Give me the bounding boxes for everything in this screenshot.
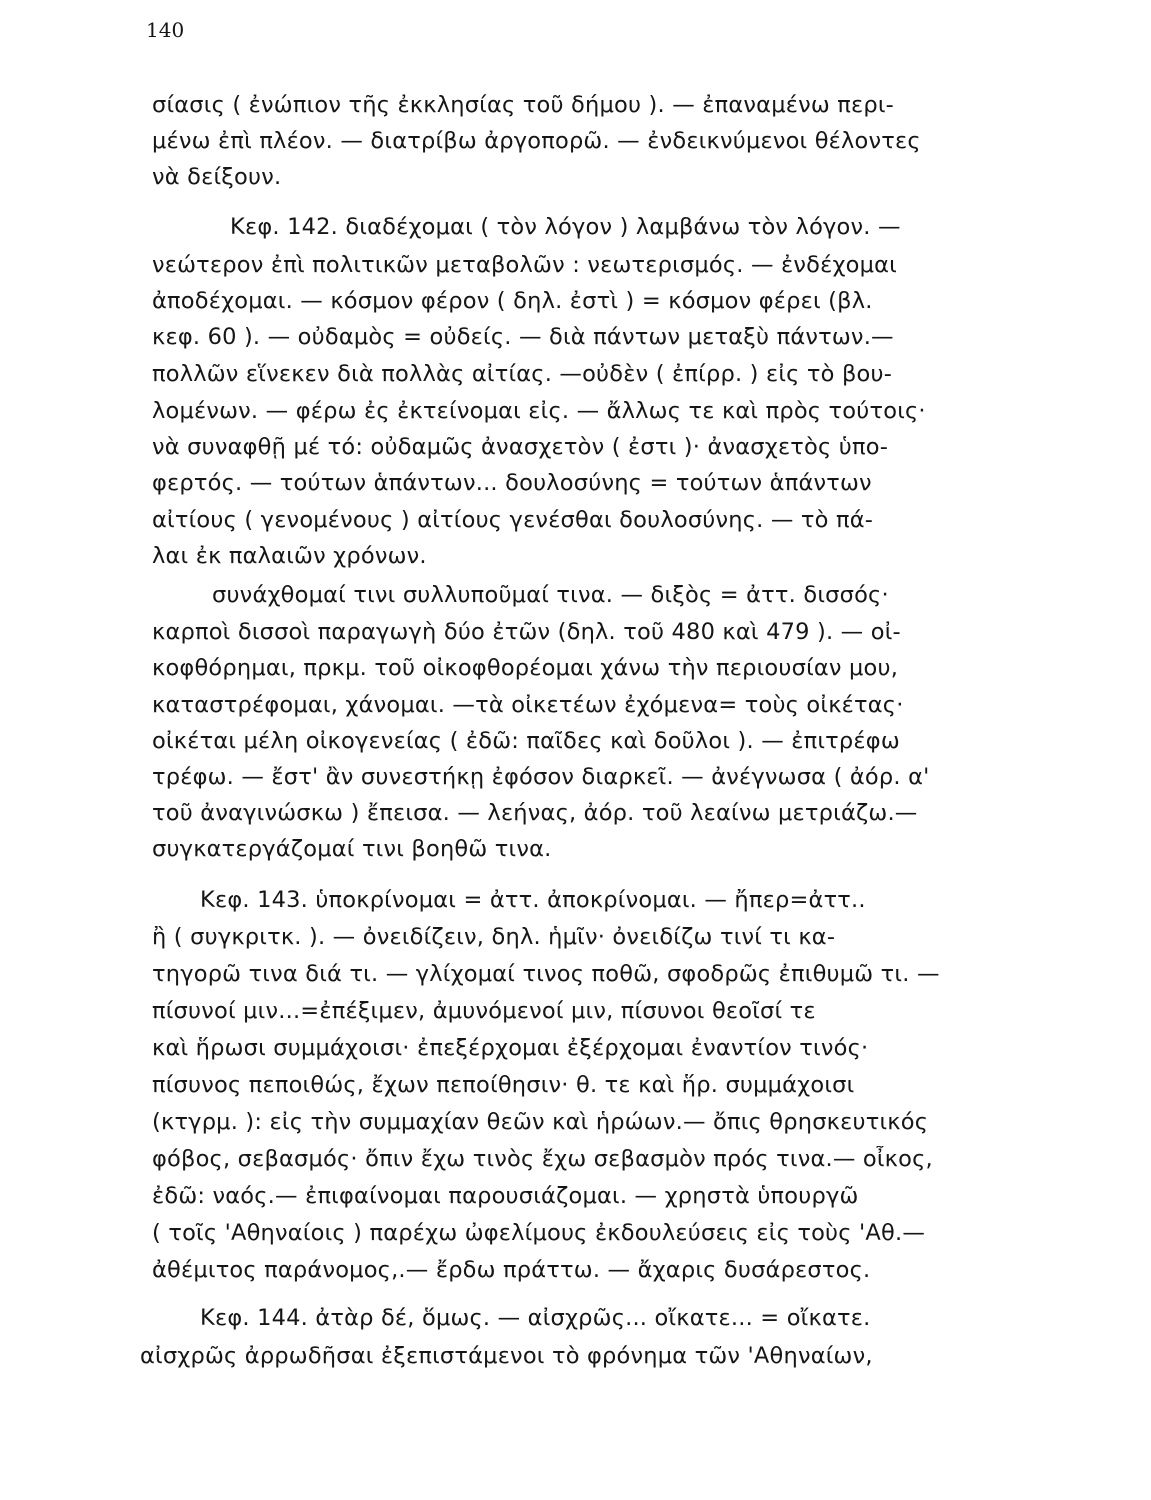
text-line: φερτός. — τούτων ἁπάντων... δουλοσύνης = τούτων ἁπάντων — [152, 470, 872, 496]
text-line: νὰ δείξουν. — [152, 164, 282, 190]
text-line: ἢ ( συγκριτκ. ). — ὀνειδίζειν, δηλ. ἡμῖν· ὀνειδίζω τινί τι κα- — [152, 924, 836, 950]
text-line: συγκατεργάζομαί τινι βοηθῶ τινα. — [152, 836, 552, 862]
text-line: καὶ ἥρωσι συμμάχοισι· ἐπεξέρχομαι ἐξέρχομαι ἐναντίον τινός· — [152, 1035, 869, 1061]
text-line: πολλῶν εἵνεκεν διὰ πολλὰς αἰτίας. —οὐδὲν ( ἐπίρρ. ) εἰς τὸ βου- — [152, 361, 893, 387]
text-line: κοφθόρημαι, πρκμ. τοῦ οἰκοφθορέομαι χάνω τὴν περιουσίαν μου, — [152, 655, 899, 681]
text-line: λομένων. — φέρω ἐς ἐκτείνομαι εἰς. — ἄλλως τε καὶ πρὸς τούτοις· — [152, 398, 926, 424]
text-line: νεώτερον ἐπὶ πολιτικῶν μεταβολῶν : νεωτερισμός. — ἐνδέχομαι — [152, 252, 897, 278]
text-line: καρποὶ δισσοὶ παραγωγὴ δύο ἐτῶν (δηλ. τοῦ 480 καὶ 479 ). — οἰ- — [152, 619, 901, 645]
text-line: τρέφω. — ἔστ' ἂν συνεστήκῃ ἐφόσον διαρκεῖ. — ἀνέγνωσα ( ἀόρ. α' — [152, 764, 930, 790]
text-line: μένω ἐπὶ πλέον. — διατρίβω ἀργοπορῶ. — ἐνδεικνύμενοι θέλοντες — [152, 128, 921, 154]
text-line: λαι ἐκ παλαιῶν χρόνων. — [152, 543, 427, 569]
text-line: τηγορῶ τινα διά τι. — γλίχομαί τινος ποθῶ, σφοδρῶς ἐπιθυμῶ τι. — — [152, 961, 940, 987]
text-line: φόβος, σεβασμός· ὄπιν ἔχω τινὸς ἔχω σεβασμὸν πρός τινα.— οἶκος, — [152, 1146, 933, 1172]
section-heading-142: Κεφ. 142. διαδέχομαι ( τὸν λόγον ) λαμβάνω τὸν λόγον. — — [230, 214, 901, 240]
text-line: σίασις ( ἐνώπιον τῆς ἐκκλησίας τοῦ δήμου ). — ἐπαναμένω περι- — [152, 92, 894, 118]
page-number: 140 — [146, 18, 185, 42]
section-heading-144: Κεφ. 144. ἀτὰρ δέ, ὅμως. — αἰσχρῶς... οἴκατε... = οἴκατε. — [200, 1305, 871, 1331]
text-line: ἀποδέχομαι. — κόσμον φέρον ( δηλ. ἐστὶ ) = κόσμον φέρει (βλ. — [152, 288, 873, 314]
text-line: συνάχθομαί τινι συλλυποῦμαί τινα. — διξὸς = ἀττ. δισσός· — [212, 582, 889, 608]
text-line: πίσυνοί μιν...=ἐπέξιμεν, ἀμυνόμενοί μιν, πίσυνοι θεοῖσί τε — [152, 998, 816, 1024]
text-line: ( τοῖς 'Αθηναίοις ) παρέχω ὠφελίμους ἐκδουλεύσεις εἰς τοὺς 'Αθ.— — [152, 1220, 926, 1246]
text-line: καταστρέφομαι, χάνομαι. —τὰ οἰκετέων ἐχόμενα= τοὺς οἰκέτας· — [152, 692, 904, 718]
text-line: νὰ συναφθῇ μέ τό: οὐδαμῶς ἀνασχετὸν ( ἐστι )· ἀνασχετὸς ὑπο- — [152, 434, 889, 460]
text-line: ἐδῶ: ναός.— ἐπιφαίνομαι παρουσιάζομαι. — χρηστὰ ὑπουργῶ — [152, 1183, 859, 1209]
text-line: τοῦ ἀναγινώσκω ) ἔπεισα. — λεήνας, ἀόρ. τοῦ λεαίνω μετριάζω.— — [152, 800, 918, 826]
text-line: (κτγρμ. ): εἰς τὴν συμμαχίαν θεῶν καὶ ἡρώων.— ὄπις θρησκευτικός — [152, 1109, 929, 1135]
section-heading-143: Κεφ. 143. ὑποκρίνομαι = ἀττ. ἀποκρίνομαι. — ἤπερ=ἀττ.. — [200, 887, 866, 913]
text-line: αἰσχρῶς ἀρρωδῆσαι ἐξεπιστάμενοι τὸ φρόνημα τῶν 'Αθηναίων, — [140, 1343, 873, 1369]
text-line: κεφ. 60 ). — οὐδαμὸς = οὐδείς. — διὰ πάντων μεταξὺ πάντων.— — [152, 324, 894, 350]
text-line: πίσυνος πεποιθώς, ἔχων πεποίθησιν· θ. τε καὶ ἥρ. συμμάχοισι — [152, 1072, 855, 1098]
text-line: οἰκέται μέλη οἰκογενείας ( ἐδῶ: παῖδες καὶ δοῦλοι ). — ἐπιτρέφω — [152, 728, 900, 754]
text-line: ἀθέμιτος παράνομος,.— ἔρδω πράττω. — ἄχαρις δυσάρεστος. — [152, 1257, 871, 1283]
text-line: αἰτίους ( γενομένους ) αἰτίους γενέσθαι δουλοσύνης. — τὸ πά- — [152, 507, 874, 533]
